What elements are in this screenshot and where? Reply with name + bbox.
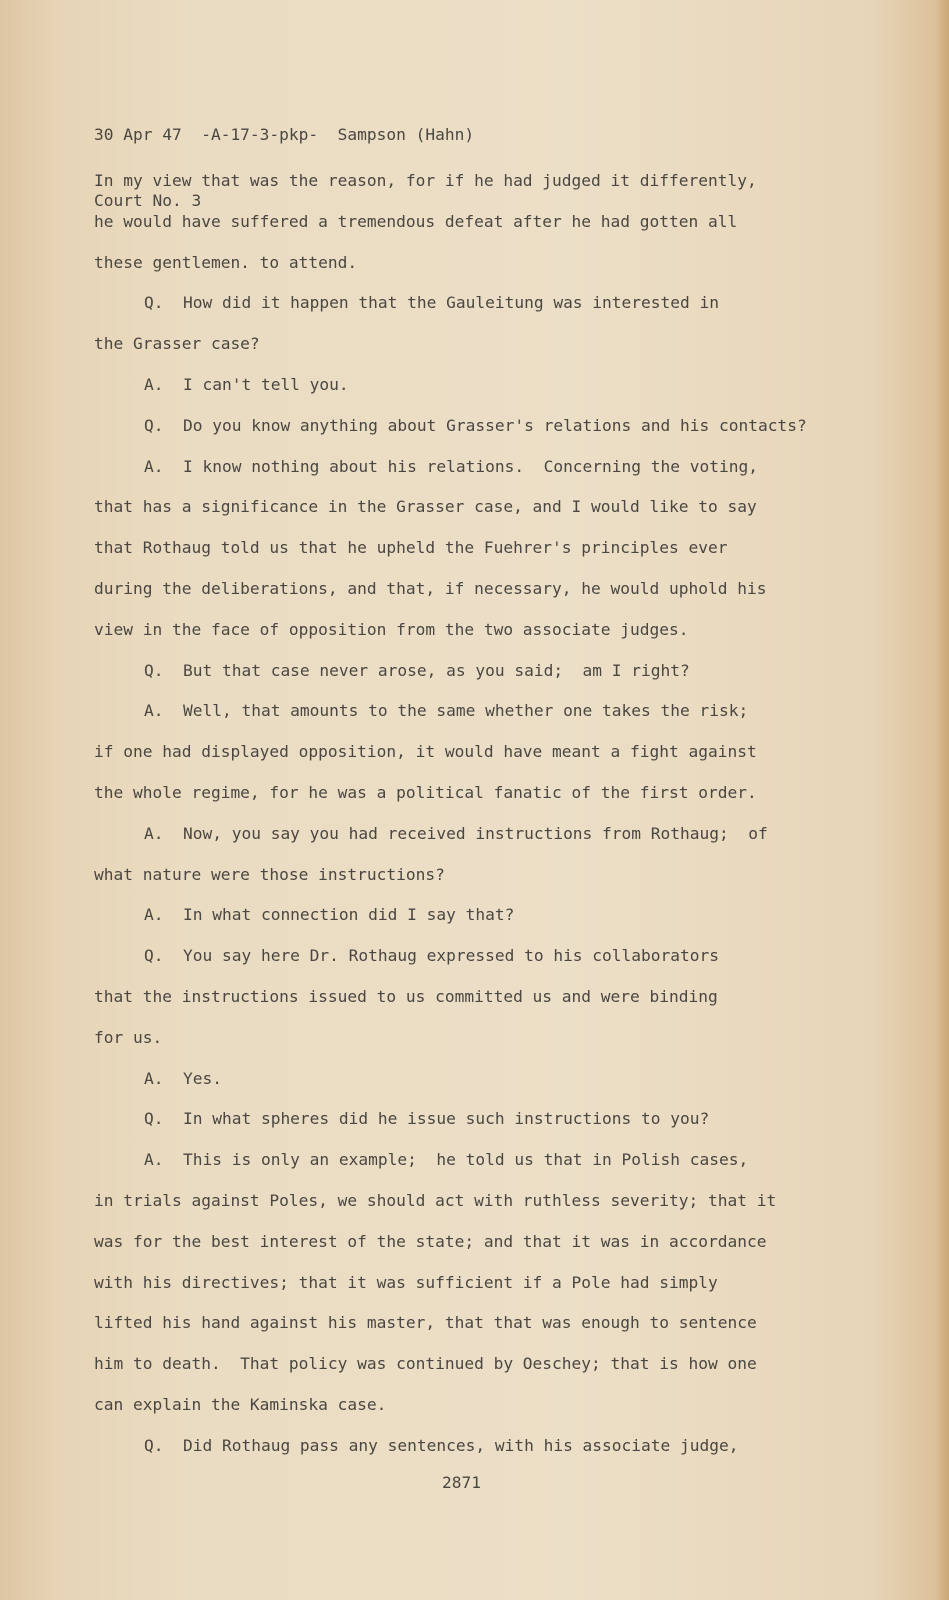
transcript-line: Q. But that case never arose, as you said; am I right? xyxy=(144,660,690,680)
transcript-line: Q. Did Rothaug pass any sentences, with his associate judge, xyxy=(144,1435,739,1455)
transcript-line: with his directives; that it was sufficient if a Pole had simply xyxy=(94,1272,718,1292)
transcript-line: during the deliberations, and that, if necessary, he would uphold his xyxy=(94,578,767,598)
transcript-line: A. This is only an example; he told us that in Polish cases, xyxy=(144,1150,749,1170)
transcript-line: if one had displayed opposition, it would have meant a fight against xyxy=(94,742,757,762)
transcript-line: A. Yes. xyxy=(144,1068,222,1088)
transcript-line: him to death. That policy was continued by Oeschey; that is how one xyxy=(94,1354,757,1374)
transcript-line: that has a significance in the Grasser case, and I would like to say xyxy=(94,497,757,517)
transcript-line: A. In what connection did I say that? xyxy=(144,905,515,925)
transcript-line: view in the face of opposition from the two associate judges. xyxy=(94,619,689,639)
transcript-body xyxy=(94,161,807,1467)
transcript-line: Q. How did it happen that the Gauleitung was interested in xyxy=(144,293,719,313)
transcript-line: the whole regime, for he was a political fanatic of the first order. xyxy=(94,782,757,802)
transcript-line: these gentlemen. to attend. xyxy=(94,252,358,272)
transcript-line: A. I can't tell you. xyxy=(144,374,349,394)
transcript-line: Q. Do you know anything about Grasser's relations and his contacts? xyxy=(144,415,807,435)
transcript-line: he would have suffered a tremendous defeat after he had gotten all xyxy=(94,211,738,231)
header-line-2: Court No. 3 xyxy=(94,191,202,210)
page-number: 2871 xyxy=(442,1473,481,1492)
transcript-line: was for the best interest of the state; and that it was in accordance xyxy=(94,1231,767,1251)
transcript-line: for us. xyxy=(94,1027,163,1047)
transcript-line: can explain the Kaminska case. xyxy=(94,1394,387,1414)
transcript-line: A. I know nothing about his relations. Concerning the voting, xyxy=(144,456,758,476)
transcript-line: what nature were those instructions? xyxy=(94,864,445,884)
transcript-line: Q. You say here Dr. Rothaug expressed to his collaborators xyxy=(144,946,719,966)
transcript-line: in trials against Poles, we should act with ruthless severity; that it xyxy=(94,1190,777,1210)
transcript-line: the Grasser case? xyxy=(94,334,260,354)
transcript-line: In my view that was the reason, for if he had judged it differently, xyxy=(94,171,757,190)
transcript-line: lifted his hand against his master, that that was enough to sentence xyxy=(94,1313,757,1333)
transcript-line: Q. In what spheres did he issue such instructions to you? xyxy=(144,1109,710,1129)
transcript-line: that the instructions issued to us committed us and were binding xyxy=(94,986,718,1006)
transcript-line: A. Well, that amounts to the same whether one takes the risk; xyxy=(144,701,749,721)
transcript-line: A. Now, you say you had received instructions from Rothaug; of xyxy=(144,823,768,843)
header-line-1: 30 Apr 47 -A-17-3-pkp- Sampson (Hahn) xyxy=(94,125,475,144)
transcript-line: that Rothaug told us that he upheld the Fuehrer's principles ever xyxy=(94,538,728,558)
